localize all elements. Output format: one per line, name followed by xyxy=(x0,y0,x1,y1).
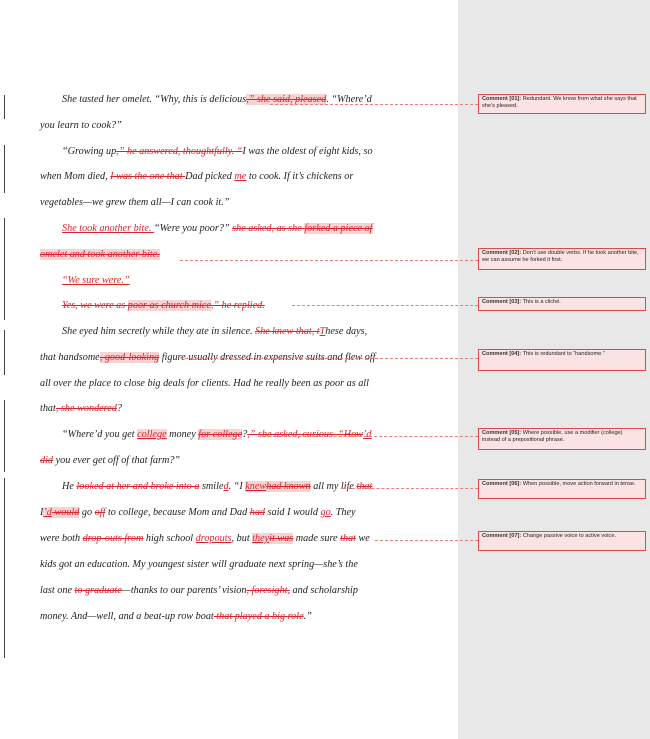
text-line xyxy=(62,274,462,288)
text-line xyxy=(62,145,462,159)
comment-leader-line xyxy=(342,488,478,489)
inserted-text: college xyxy=(137,429,167,440)
text-run: figure usually dressed in expensive suits and flew off xyxy=(159,352,376,363)
text-run: He xyxy=(62,481,77,492)
deleted-text: ,” she asked, curious. “ xyxy=(247,429,344,440)
text-run: go xyxy=(79,507,95,518)
text-run: kids got an education. My youngest sister will graduate next spring—she’s the xyxy=(40,559,358,570)
change-bar xyxy=(4,400,5,472)
text-line xyxy=(40,170,440,184)
comment-balloon[interactable] xyxy=(478,94,646,114)
text-line xyxy=(62,428,462,442)
text-run: “Where’d you get xyxy=(62,429,138,440)
comment-text: Redundant. We know from what she says that she’s pleased. xyxy=(482,96,637,109)
deleted-text: it was xyxy=(269,533,294,544)
deleted-text: that played a big role xyxy=(213,611,304,622)
text-run: to college, because Mom and Dad xyxy=(105,507,250,518)
comment-label: Comment [03]: xyxy=(482,299,522,305)
deleted-text: for college xyxy=(198,429,243,440)
comment-text: Where possible, use a modifier (college) instead of a prepositional phrase. xyxy=(482,430,623,443)
deleted-text: ,” he answered, thoughtfully xyxy=(116,146,232,157)
text-line xyxy=(40,532,440,546)
deleted-text: poor as church mice xyxy=(127,300,211,311)
comment-text: This is a cliché. xyxy=(522,299,561,305)
deleted-text: Yes, we were as xyxy=(62,300,128,311)
text-line xyxy=(40,402,440,416)
deleted-text: she asked, as she xyxy=(232,223,305,234)
deleted-text: , she wondered xyxy=(55,403,117,414)
comment-leader-line xyxy=(375,540,478,541)
text-run: you learn to cook?” xyxy=(40,120,122,131)
comment-leader-line xyxy=(270,104,478,105)
text-line xyxy=(40,377,440,391)
text-run: that xyxy=(40,403,56,414)
inserted-text: go xyxy=(320,507,331,518)
comment-label: Comment [05]: xyxy=(482,430,522,436)
text-run: to cook. If it’s chickens or xyxy=(246,171,354,182)
change-bar xyxy=(4,330,5,375)
text-line xyxy=(40,196,440,210)
text-line xyxy=(40,558,440,572)
text-line xyxy=(62,299,462,313)
deleted-text: would xyxy=(51,507,80,518)
inserted-text: ’d xyxy=(362,429,372,440)
text-run: you ever get off of that farm?” xyxy=(53,455,181,466)
text-line xyxy=(62,480,462,494)
deleted-text: , foresight, xyxy=(246,585,290,596)
text-run: we xyxy=(355,533,370,544)
text-line xyxy=(62,222,462,236)
text-run: all over the place to close big deals for clients. Had he really been as poor as all xyxy=(40,378,369,389)
deleted-text: I was the one that xyxy=(110,171,186,182)
text-run: when Mom died, xyxy=(40,171,111,182)
text-line xyxy=(62,325,462,339)
deleted-text: ,” he replied. xyxy=(210,300,265,311)
deleted-text: She knew that, t xyxy=(255,326,320,337)
comment-leader-line xyxy=(292,305,478,306)
comment-text: Don’t use double verbs. If he took another bite, we can assume he forked it first. xyxy=(482,250,639,263)
comment-label: Comment [02]: xyxy=(482,250,522,256)
deleted-text: had known xyxy=(266,481,311,492)
change-bar xyxy=(4,145,5,193)
inserted-text: T xyxy=(319,326,326,337)
inserted-text: She took another bite. xyxy=(62,223,154,234)
text-run: money xyxy=(166,429,199,440)
text-run: ? xyxy=(242,429,248,440)
text-run: I xyxy=(40,507,44,518)
comment-label: Comment [07]: xyxy=(482,533,522,539)
text-run: were both xyxy=(40,533,83,544)
text-run: I was the oldest of eight kids, so xyxy=(242,146,373,157)
deleted-text: off xyxy=(94,507,106,518)
inserted-text: they xyxy=(252,533,270,544)
deleted-text: to graduate xyxy=(74,585,122,596)
text-run: .” xyxy=(303,611,312,622)
text-run: She eyed him secretly while they ate in silence. xyxy=(62,326,256,337)
text-line xyxy=(40,584,440,598)
change-bar xyxy=(4,95,5,119)
text-line xyxy=(40,506,440,520)
comment-balloon[interactable] xyxy=(478,428,646,450)
text-run: . “I xyxy=(228,481,246,492)
deleted-text: How xyxy=(343,429,363,440)
text-run: high school xyxy=(143,533,196,544)
inserted-text: knew xyxy=(245,481,267,492)
inserted-text: d xyxy=(223,481,229,492)
deleted-text: , good-looking xyxy=(99,352,160,363)
text-run: made sure xyxy=(293,533,341,544)
text-run: “Growing up xyxy=(62,146,117,157)
text-run: all my life xyxy=(310,481,357,492)
comment-balloon[interactable] xyxy=(478,531,646,551)
inserted-text: ’d xyxy=(43,507,52,518)
inserted-text: dropouts xyxy=(195,533,232,544)
text-run: She tasted her omelet. “Why, this is delicious xyxy=(62,94,247,105)
deleted-text: that xyxy=(340,533,356,544)
comment-balloon[interactable] xyxy=(478,248,646,270)
comment-balloon[interactable] xyxy=(478,297,646,311)
comment-label: Comment [01]: xyxy=(482,96,522,102)
comment-balloon[interactable] xyxy=(478,349,646,371)
deleted-text: drop-outs from xyxy=(82,533,144,544)
comment-leader-line xyxy=(258,436,478,437)
deleted-text: . “ xyxy=(231,146,243,157)
comment-label: Comment [04]: xyxy=(482,351,522,357)
text-run: smile xyxy=(199,481,224,492)
change-bar xyxy=(4,218,5,320)
comment-leader-line xyxy=(180,260,478,261)
text-run: hese days, xyxy=(325,326,368,337)
text-line xyxy=(40,119,440,133)
text-run: said I would xyxy=(265,507,321,518)
comment-text: This is redundant to “handsome.” xyxy=(522,351,605,357)
comment-text: When possible, move action forward in tense. xyxy=(522,481,636,487)
comment-leader-line xyxy=(180,358,478,359)
text-run: money. And—well, and a beat-up row boat xyxy=(40,611,214,622)
text-run: ? xyxy=(116,403,122,414)
change-bar xyxy=(4,478,5,658)
text-run: vegetables—we grew them all—I can cook it.” xyxy=(40,197,230,208)
comment-balloon[interactable] xyxy=(478,479,646,499)
text-run: that handsome xyxy=(40,352,100,363)
text-run: , but xyxy=(231,533,253,544)
comment-text: Change passive voice to active voice. xyxy=(522,533,617,539)
text-run: and scholarship xyxy=(290,585,358,596)
text-run: “Were you poor?” xyxy=(153,223,233,234)
comment-label: Comment [06]: xyxy=(482,481,522,487)
text-run: last one xyxy=(40,585,75,596)
deleted-text: forked a piece of xyxy=(304,223,373,234)
deleted-text: omelet and took another bite. xyxy=(40,249,160,260)
text-run: . They xyxy=(330,507,356,518)
text-run: —thanks to our parents’ vision xyxy=(121,585,247,596)
inserted-text: me xyxy=(234,171,247,182)
deleted-text: had xyxy=(249,507,265,518)
deleted-text: that xyxy=(356,481,373,492)
text-run: . “Where’d xyxy=(326,94,372,105)
inserted-text: “We sure were.” xyxy=(62,275,130,286)
text-line xyxy=(40,610,440,624)
deleted-text: ,” she said, pleased xyxy=(246,94,327,105)
text-line xyxy=(40,454,440,468)
deleted-text: looked at her and broke into a xyxy=(76,481,200,492)
text-run: Dad picked xyxy=(185,171,235,182)
deleted-text: did xyxy=(40,455,54,466)
